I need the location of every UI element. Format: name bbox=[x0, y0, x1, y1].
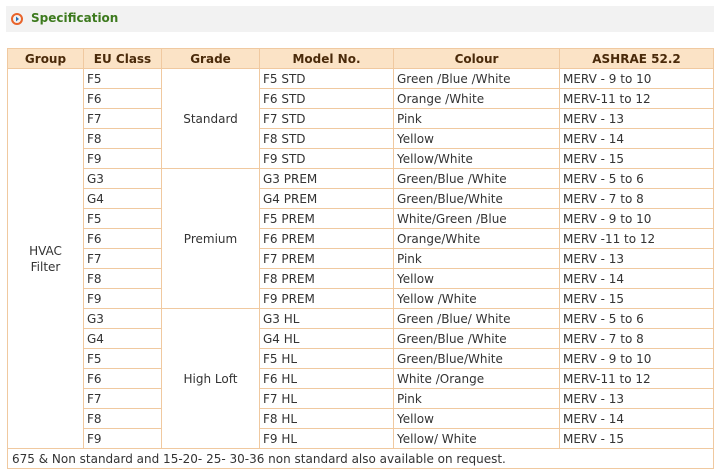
model-no-cell: F7 STD bbox=[260, 109, 394, 129]
model-no-cell: F5 STD bbox=[260, 69, 394, 89]
table-row bbox=[8, 209, 714, 229]
table-row bbox=[8, 409, 714, 429]
colour-cell: Yellow/White bbox=[394, 149, 560, 169]
model-no-cell: F8 PREM bbox=[260, 269, 394, 289]
grade-cell: Standard bbox=[162, 69, 260, 169]
model-no-cell: F8 HL bbox=[260, 409, 394, 429]
colour-cell: Yellow bbox=[394, 269, 560, 289]
column-header-group: Group bbox=[8, 49, 84, 69]
grade-cell: Premium bbox=[162, 169, 260, 309]
ashrae-cell: MERV - 14 bbox=[560, 269, 714, 289]
ashrae-cell: MERV - 15 bbox=[560, 289, 714, 309]
group-cell: HVAC Filter bbox=[8, 69, 84, 449]
table-row bbox=[8, 69, 714, 89]
eu-class-cell: F9 bbox=[84, 429, 162, 449]
ashrae-cell: MERV - 15 bbox=[560, 429, 714, 449]
colour-cell: Pink bbox=[394, 389, 560, 409]
ashrae-cell: MERV - 7 to 8 bbox=[560, 189, 714, 209]
eu-class-cell: F9 bbox=[84, 149, 162, 169]
model-no-cell: F5 PREM bbox=[260, 209, 394, 229]
ashrae-cell: MERV - 14 bbox=[560, 409, 714, 429]
model-no-cell: G3 PREM bbox=[260, 169, 394, 189]
eu-class-cell: G3 bbox=[84, 169, 162, 189]
eu-class-cell: F7 bbox=[84, 389, 162, 409]
table-row bbox=[8, 429, 714, 449]
eu-class-cell: F6 bbox=[84, 229, 162, 249]
table-row bbox=[8, 249, 714, 269]
ashrae-cell: MERV - 13 bbox=[560, 249, 714, 269]
eu-class-cell: G3 bbox=[84, 309, 162, 329]
availability-note: 675 & Non standard and 15-20- 25- 30-36 non standard also available on request. bbox=[8, 449, 714, 469]
ashrae-cell: MERV -11 to 12 bbox=[560, 229, 714, 249]
model-no-cell: F7 HL bbox=[260, 389, 394, 409]
column-header-ashrae: ASHRAE 52.2 bbox=[560, 49, 714, 69]
model-no-cell: G4 PREM bbox=[260, 189, 394, 209]
column-header-grade: Grade bbox=[162, 49, 260, 69]
ashrae-cell: MERV - 9 to 10 bbox=[560, 69, 714, 89]
colour-cell: Green/Blue/White bbox=[394, 349, 560, 369]
colour-cell: Yellow bbox=[394, 409, 560, 429]
circle-arrow-icon bbox=[11, 13, 23, 25]
eu-class-cell: G4 bbox=[84, 329, 162, 349]
colour-cell: Green/Blue /White bbox=[394, 169, 560, 189]
eu-class-cell: F6 bbox=[84, 369, 162, 389]
colour-cell: Yellow/ White bbox=[394, 429, 560, 449]
table-row bbox=[8, 189, 714, 209]
colour-cell: Pink bbox=[394, 249, 560, 269]
table-row bbox=[8, 229, 714, 249]
table-row bbox=[8, 269, 714, 289]
section-header bbox=[6, 6, 714, 32]
ashrae-cell: MERV - 9 to 10 bbox=[560, 209, 714, 229]
colour-cell: Orange /White bbox=[394, 89, 560, 109]
column-header-model-no: Model No. bbox=[260, 49, 394, 69]
eu-class-cell: F9 bbox=[84, 289, 162, 309]
eu-class-cell: F7 bbox=[84, 109, 162, 129]
model-no-cell: G4 HL bbox=[260, 329, 394, 349]
eu-class-cell: F5 bbox=[84, 349, 162, 369]
eu-class-cell: F7 bbox=[84, 249, 162, 269]
table-row bbox=[8, 389, 714, 409]
model-no-cell: F5 HL bbox=[260, 349, 394, 369]
eu-class-cell: F6 bbox=[84, 89, 162, 109]
table-row bbox=[8, 329, 714, 349]
model-no-cell: F9 STD bbox=[260, 149, 394, 169]
table-row bbox=[8, 349, 714, 369]
ashrae-cell: MERV-11 to 12 bbox=[560, 369, 714, 389]
table-note-row bbox=[8, 449, 714, 469]
column-header-eu-class: EU Class bbox=[84, 49, 162, 69]
table-row bbox=[8, 289, 714, 309]
colour-cell: Pink bbox=[394, 109, 560, 129]
grade-cell: High Loft bbox=[162, 309, 260, 449]
ashrae-cell: MERV - 15 bbox=[560, 149, 714, 169]
model-no-cell: F9 HL bbox=[260, 429, 394, 449]
model-no-cell: G3 HL bbox=[260, 309, 394, 329]
ashrae-cell: MERV - 9 to 10 bbox=[560, 349, 714, 369]
table-row bbox=[8, 129, 714, 149]
section-title: Specification bbox=[31, 11, 119, 25]
table-row bbox=[8, 149, 714, 169]
model-no-cell: F6 PREM bbox=[260, 229, 394, 249]
table-row bbox=[8, 109, 714, 129]
ashrae-cell: MERV - 14 bbox=[560, 129, 714, 149]
ashrae-cell: MERV - 13 bbox=[560, 389, 714, 409]
colour-cell: White/Green /Blue bbox=[394, 209, 560, 229]
colour-cell: Green /Blue /White bbox=[394, 69, 560, 89]
specification-table bbox=[7, 48, 714, 469]
colour-cell: Orange/White bbox=[394, 229, 560, 249]
eu-class-cell: G4 bbox=[84, 189, 162, 209]
eu-class-cell: F8 bbox=[84, 129, 162, 149]
model-no-cell: F7 PREM bbox=[260, 249, 394, 269]
colour-cell: Green /Blue/ White bbox=[394, 309, 560, 329]
table-row bbox=[8, 309, 714, 329]
column-header-colour: Colour bbox=[394, 49, 560, 69]
colour-cell: White /Orange bbox=[394, 369, 560, 389]
ashrae-cell: MERV - 7 to 8 bbox=[560, 329, 714, 349]
table-row bbox=[8, 169, 714, 189]
model-no-cell: F6 STD bbox=[260, 89, 394, 109]
colour-cell: Yellow bbox=[394, 129, 560, 149]
ashrae-cell: MERV - 13 bbox=[560, 109, 714, 129]
colour-cell: Green/Blue /White bbox=[394, 329, 560, 349]
model-no-cell: F9 PREM bbox=[260, 289, 394, 309]
eu-class-cell: F8 bbox=[84, 269, 162, 289]
eu-class-cell: F5 bbox=[84, 69, 162, 89]
ashrae-cell: MERV - 5 to 6 bbox=[560, 309, 714, 329]
model-no-cell: F8 STD bbox=[260, 129, 394, 149]
table-row bbox=[8, 89, 714, 109]
table-row bbox=[8, 369, 714, 389]
colour-cell: Green/Blue/White bbox=[394, 189, 560, 209]
ashrae-cell: MERV-11 to 12 bbox=[560, 89, 714, 109]
colour-cell: Yellow /White bbox=[394, 289, 560, 309]
eu-class-cell: F5 bbox=[84, 209, 162, 229]
model-no-cell: F6 HL bbox=[260, 369, 394, 389]
ashrae-cell: MERV - 5 to 6 bbox=[560, 169, 714, 189]
table-header-row bbox=[8, 49, 714, 69]
table-body bbox=[8, 69, 714, 469]
eu-class-cell: F8 bbox=[84, 409, 162, 429]
